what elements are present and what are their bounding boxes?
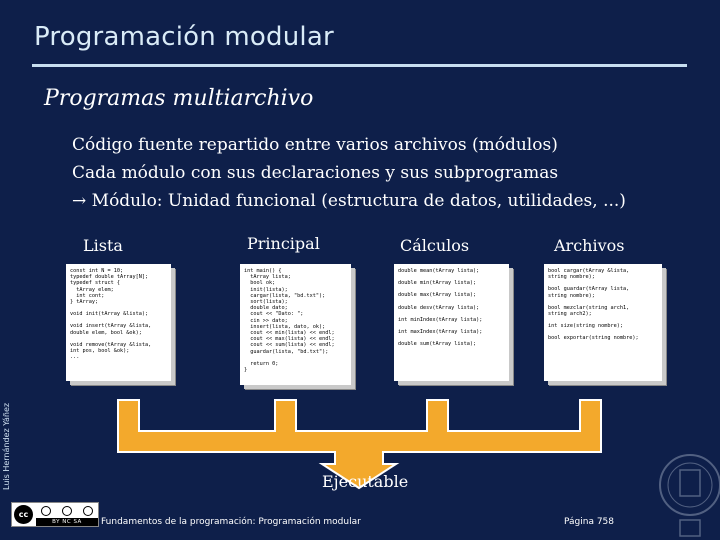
code-line: } <box>244 367 248 374</box>
bullet-text: Cada módulo con sus declaraciones y sus subprogramas <box>72 163 559 183</box>
code-line: bool cargar(tArray &lista, <box>548 268 630 274</box>
code-line: int minIndex(tArray lista); <box>398 316 483 323</box>
footer-course: Fundamentos de la programación: Programación modular <box>101 517 361 527</box>
code-line: double max(tArray lista); <box>398 292 477 299</box>
code-line: typedef struct { <box>70 280 120 287</box>
slide-subtitle: Programas multiarchivo <box>44 86 314 111</box>
code-line: cout << "Dato: "; <box>244 311 304 318</box>
column-heading-lista: Lista <box>83 236 123 255</box>
code-line: bool exportar(string nombre); <box>548 335 639 342</box>
code-line: insert(lista, dato, ok); <box>244 323 326 330</box>
executable-label: Ejecutable <box>322 472 409 491</box>
code-line: string nombre); <box>548 274 595 281</box>
code-line: string arch2); <box>548 311 592 318</box>
code-line: tArray lista; <box>244 274 291 281</box>
code-line: cout << max(lista) << endl; <box>244 336 335 343</box>
code-line: double desv(tArray lista); <box>398 304 480 311</box>
code-line: return 0; <box>244 360 279 367</box>
by-icon <box>41 506 51 516</box>
code-line: tArray elem; <box>70 286 114 293</box>
code-line: cout << sum(lista) << endl; <box>244 342 335 349</box>
code-line: sort(lista); <box>244 299 288 306</box>
code-line: void insert(tArray &lista, <box>70 323 152 330</box>
sa-icon <box>83 506 93 516</box>
code-line: bool ok; <box>244 280 276 287</box>
column-heading-archivos: Archivos <box>554 236 625 255</box>
code-line: guardar(lista, "bd.txt"); <box>244 348 329 355</box>
code-line: int pos, bool &ok); <box>70 348 130 355</box>
code-line: bool guardar(tArray lista, <box>548 286 630 293</box>
column-heading-principal: Principal <box>247 234 320 253</box>
code-line: int cont; <box>70 292 105 299</box>
code-line: } tArray; <box>70 299 99 306</box>
bullet-text: Módulo: Unidad funcional (estructura de datos, utilidades, ...) <box>91 191 626 211</box>
university-seal-icon <box>650 440 720 540</box>
license-text: BY NC SA <box>36 518 98 526</box>
code-line: cin >> dato; <box>244 317 288 324</box>
code-line: ... <box>70 354 80 361</box>
code-line: typedef double tArray[N]; <box>70 274 149 281</box>
code-line: bool mezclar(string arch1, <box>548 304 630 311</box>
cc-license-badge <box>11 502 99 527</box>
code-line: double elem, bool &ok); <box>70 329 142 336</box>
code-line: int maxIndex(tArray lista); <box>398 329 483 336</box>
code-line: cout << min(lista) << endl; <box>244 330 335 337</box>
code-line: void remove(tArray &lista, <box>70 341 152 348</box>
footer-page-number: Página 758 <box>564 517 615 527</box>
code-line: double dato; <box>244 305 288 312</box>
slide-title: Programación modular <box>34 22 334 52</box>
code-line: double sum(tArray lista); <box>398 341 477 348</box>
code-line: string nombre); <box>548 292 595 299</box>
code-line: int main() { <box>244 268 282 274</box>
code-line: init(lista); <box>244 286 288 293</box>
arrow-right-icon: → <box>72 191 92 211</box>
code-line: cargar(lista, "bd.txt"); <box>244 292 326 299</box>
code-line: double mean(tArray lista); <box>398 268 480 274</box>
cc-logo-icon: cc <box>14 505 33 524</box>
code-line: void init(tArray &lista); <box>70 311 149 318</box>
license-icons <box>36 505 98 517</box>
author-vertical: Luis Hernández Yáñez <box>2 402 11 490</box>
code-line: double min(tArray lista); <box>398 280 477 287</box>
code-line: int size(string nombre); <box>548 323 623 330</box>
code-line: const int N = 10; <box>70 268 124 274</box>
column-heading-calculos: Cálculos <box>400 236 470 255</box>
nc-icon <box>62 506 72 516</box>
bullet-text: Código fuente repartido entre varios archivos (módulos) <box>72 135 558 155</box>
